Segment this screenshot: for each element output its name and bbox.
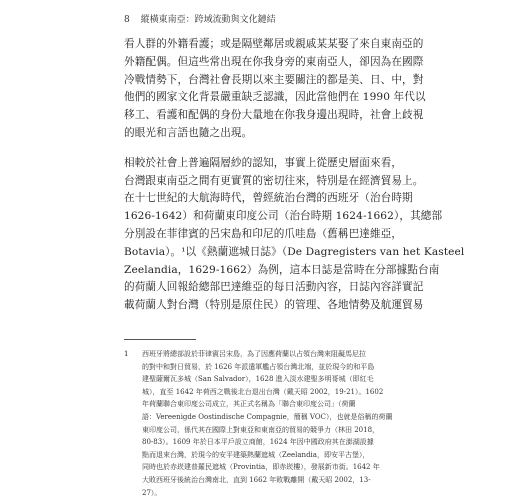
footnote-line: 80-83）。1609 年於日本平戶設立商館，1624 年因中國政府其在澎湖設據 xyxy=(142,438,374,447)
paragraph-2 xyxy=(124,155,465,315)
text-line: 載荷蘭人對台灣（特別是原住民）的管理、各地情勢及航運貿易 xyxy=(124,299,424,312)
footnote-line: 點而退來台灣，於現今的安平建築熱蘭遮城（Zeelandia，即安平古堡）， xyxy=(142,450,370,459)
text-line: Botavia）。¹以《熱蘭遮城日誌》（De Dagregisters van het Kasteel xyxy=(124,245,465,258)
footnote-number: 1 xyxy=(124,350,129,358)
paragraph-1 xyxy=(124,36,426,143)
footnote-line: 大敗西班牙後統治台灣南北，直到 1662 年敗戰離開（戴天昭 2002，13- xyxy=(142,475,371,484)
running-header xyxy=(124,12,276,25)
body-text xyxy=(124,36,465,315)
text-line: 的荷蘭人回報給總部巴達維亞的每日活動內容，日誌內容詳實記 xyxy=(124,281,424,294)
page-number: 8 xyxy=(124,15,130,25)
text-line: 的眼光和言語也隨之出現。 xyxy=(124,126,253,139)
text-line: 移工、看護和配偶的身份大量地在你我身邊出現時，社會上歧視 xyxy=(124,109,424,122)
text-line: 冷戰情勢下，台灣社會長期以來主要關注的都是美、日、中，對 xyxy=(124,73,424,86)
text-line: 他們的國家文化背景嚴重缺乏認識，因此當他們在 1990 年代以 xyxy=(124,91,426,104)
footnote-line: 27）。 xyxy=(142,488,162,497)
text-line: 看人群的外籍看護；或是隔壁鄰居或親戚某某娶了來自東南亞的 xyxy=(124,38,424,50)
text-line: 1626-1642）和荷蘭東印度公司（治台時期 1624-1662），其總部 xyxy=(124,210,443,223)
text-line: 分別設在菲律賓的呂宋島和印尼的爪哇島（舊稱巴達維亞， xyxy=(124,227,403,240)
text-line: 在十七世紀的大航海時代，曾經統治台灣的西班牙（治台時期 xyxy=(124,192,413,205)
text-line: Zeelandia，1629-1662）為例，這本日誌是當時在分部據點台南 xyxy=(124,263,440,276)
footnote-line: 同時也於赤崁建普羅民遮城（Provintia，即赤崁樓），發展新市街。1642 年 xyxy=(142,463,380,472)
footnote-line: 城），直至 1642 年荷西之戰後北台退出台灣（戴天昭 2002，19-21）。1602 xyxy=(142,387,384,396)
footnote-line: 東印度公司，係代其在國際上對東亞和東南亞的貿易的競爭力（林田 2018， xyxy=(142,425,380,434)
footnote-divider xyxy=(124,339,196,340)
footnote-line: 年荷蘭聯合東印度公司成立，其正式名稱為「聯合東印度公司」（荷蘭 xyxy=(142,400,356,409)
book-title: 縱橫東南亞：跨域流動與文化鏈結 xyxy=(140,15,276,25)
footnote-line: 的對中和對日貿易，於 1626 年派遣軍艦占領台灣北端，並於現今的和平島 xyxy=(142,362,375,371)
footnote-line: 建聖薩爾瓦多城（San Salvador），1628 進入淡水建聖多明哥城（即紅毛 xyxy=(142,375,374,384)
footnote-line: 西班牙將總部設於菲律賓呂宋島，為了因應荷蘭以占領台灣來阻礙馬尼拉 xyxy=(142,350,366,358)
footnote-text xyxy=(142,348,396,499)
footnote-line: 語：Vereenigde Oostindische Compagnie，簡稱 VOC），也就是俗稱的荷蘭 xyxy=(142,412,393,421)
text-line: 台灣跟東南亞之間有更實質的密切往來，特別是在經濟貿易上。 xyxy=(124,174,424,187)
text-line: 外籍配偶。但這些常出現在你我身旁的東南亞人，卻因為在國際 xyxy=(124,55,424,68)
text-line: 相較於社會上普遍隔層紗的認知，事實上從歷史層面來看， xyxy=(124,156,403,169)
